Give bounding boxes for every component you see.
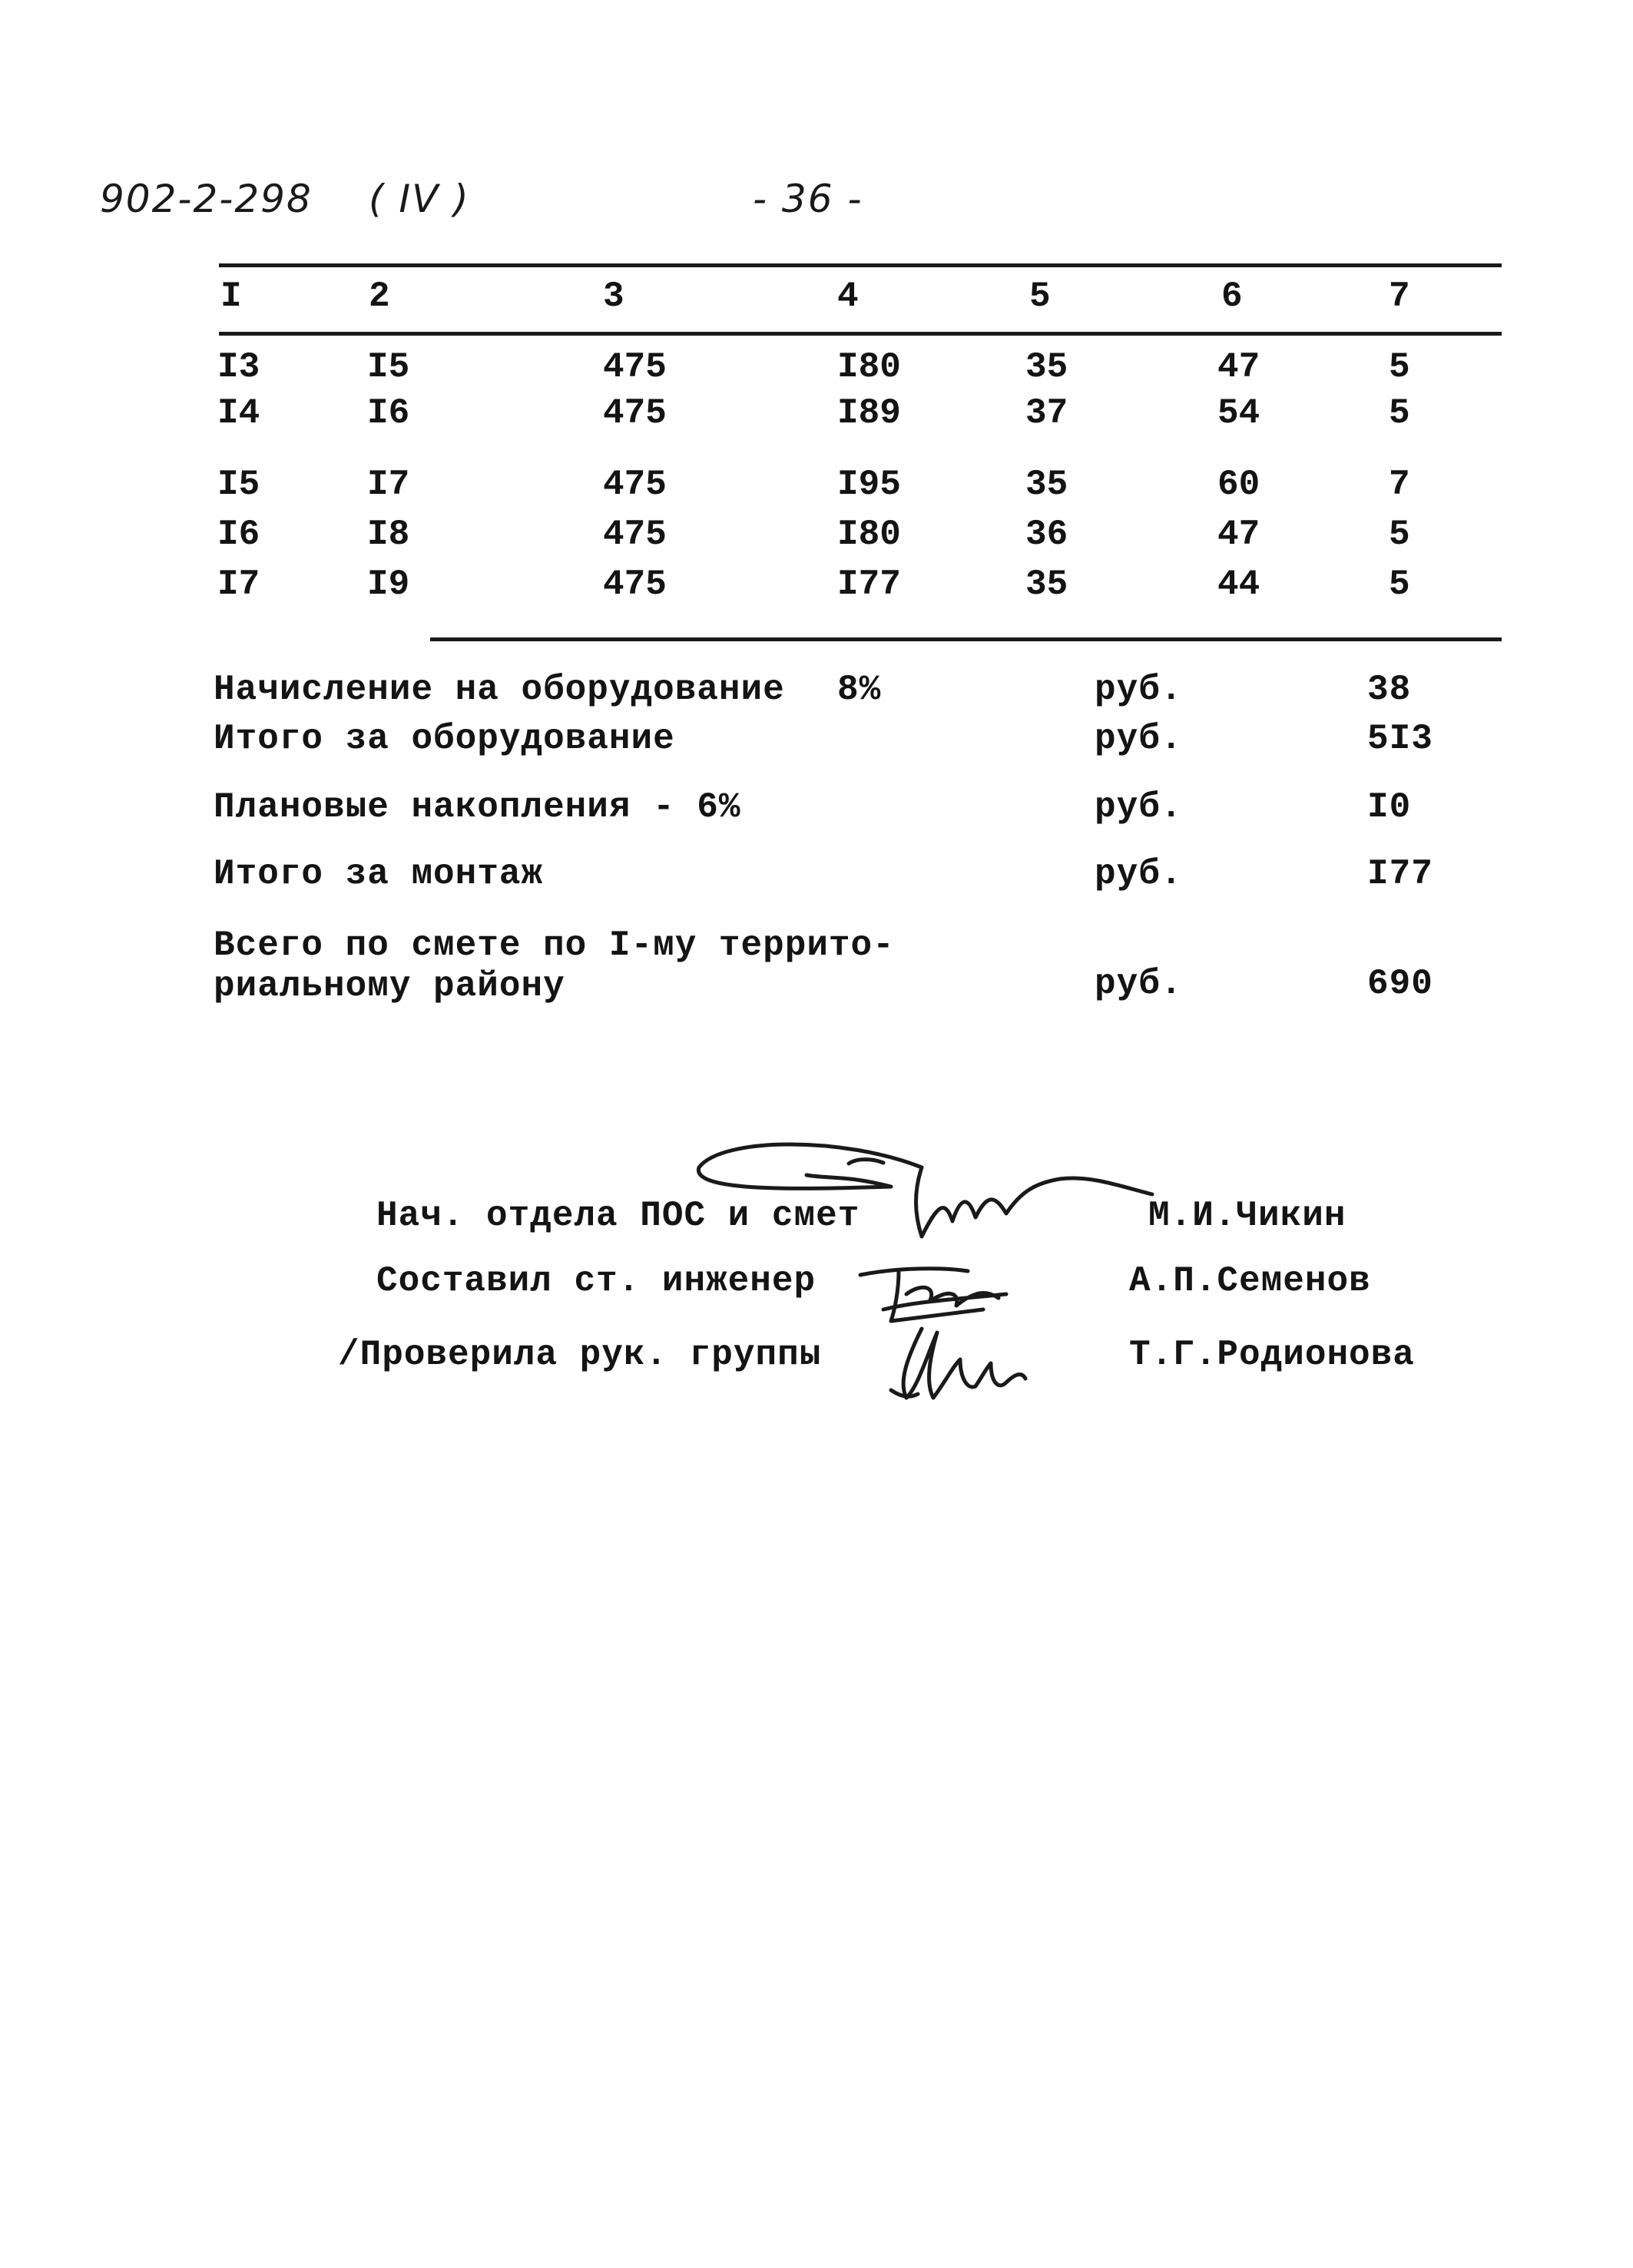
signer-role: Нач. отдела ПОС и смет bbox=[376, 1196, 860, 1236]
column-header: 4 bbox=[837, 276, 859, 316]
table-cell: 5 bbox=[1389, 515, 1410, 555]
table-header-rule bbox=[219, 332, 1502, 336]
column-header: I bbox=[220, 276, 242, 316]
table-cell: 475 bbox=[603, 565, 667, 604]
table-cell: 47 bbox=[1217, 347, 1260, 387]
signer-name: А.П.Семенов bbox=[1129, 1261, 1371, 1301]
table-cell: 5 bbox=[1389, 565, 1410, 604]
table-cell: I95 bbox=[837, 465, 901, 505]
summary-value: 38 bbox=[1367, 670, 1412, 710]
column-header: 2 bbox=[369, 276, 390, 316]
summary-unit: руб. bbox=[1095, 719, 1183, 759]
table-cell: 37 bbox=[1025, 393, 1068, 433]
summary-value: 5I3 bbox=[1367, 719, 1433, 759]
table-cell: 36 bbox=[1025, 515, 1068, 555]
table-cell: I77 bbox=[837, 565, 901, 604]
table-cell: 60 bbox=[1217, 465, 1260, 505]
column-header: 7 bbox=[1389, 276, 1410, 316]
table-cell: I8 bbox=[367, 515, 410, 555]
summary-rate: 8% bbox=[837, 670, 882, 710]
table-cell: I89 bbox=[837, 393, 901, 433]
column-header: 3 bbox=[603, 276, 624, 316]
summary-label: Итого за монтаж bbox=[214, 854, 544, 894]
document-code: 902-2-298 bbox=[100, 177, 313, 221]
table-cell: I5 bbox=[367, 347, 410, 387]
summary-label: риальному району bbox=[214, 966, 565, 1006]
table-cell: I3 bbox=[217, 347, 260, 387]
signer-role: Составил ст. инженер bbox=[376, 1261, 816, 1301]
table-cell: I7 bbox=[367, 465, 410, 505]
signer-name: М.И.Чикин bbox=[1148, 1196, 1346, 1236]
table-cell: 475 bbox=[603, 465, 667, 505]
table-cell: I80 bbox=[837, 347, 901, 387]
table-cell: I5 bbox=[217, 465, 260, 505]
signature-mark-checker bbox=[883, 1313, 1060, 1413]
summary-unit: руб. bbox=[1095, 854, 1183, 894]
summary-label: Всего по смете по I-му террито- bbox=[214, 925, 895, 965]
summary-label: Итого за оборудование bbox=[214, 719, 675, 759]
table-cell: 44 bbox=[1217, 565, 1260, 604]
signature-mark-head bbox=[691, 1121, 1168, 1252]
page-number: - 36 - bbox=[753, 177, 863, 221]
table-cell: I9 bbox=[367, 565, 410, 604]
summary-label: Плановые накопления - 6% bbox=[214, 787, 741, 827]
table-cell: 5 bbox=[1389, 347, 1410, 387]
signer-name: Т.Г.Родионова bbox=[1129, 1335, 1415, 1375]
table-top-rule bbox=[219, 263, 1502, 267]
summary-label: Начисление на оборудование bbox=[214, 670, 785, 710]
signer-role: /Проверила рук. группы bbox=[338, 1335, 822, 1375]
table-cell: 475 bbox=[603, 515, 667, 555]
column-header: 5 bbox=[1029, 276, 1051, 316]
summary-unit: руб. bbox=[1095, 964, 1183, 1004]
column-header: 6 bbox=[1221, 276, 1243, 316]
table-bottom-rule bbox=[430, 637, 1502, 641]
table-cell: 35 bbox=[1025, 347, 1068, 387]
table-cell: I7 bbox=[217, 565, 260, 604]
summary-unit: руб. bbox=[1095, 787, 1183, 827]
table-cell: 475 bbox=[603, 347, 667, 387]
table-cell: 47 bbox=[1217, 515, 1260, 555]
volume-number: ( IV ) bbox=[369, 177, 470, 221]
table-cell: I6 bbox=[367, 393, 410, 433]
summary-value: I0 bbox=[1367, 787, 1412, 827]
summary-value: I77 bbox=[1367, 854, 1433, 894]
table-cell: 475 bbox=[603, 393, 667, 433]
table-cell: I80 bbox=[837, 515, 901, 555]
table-cell: 7 bbox=[1389, 465, 1410, 505]
table-cell: I6 bbox=[217, 515, 260, 555]
table-cell: I4 bbox=[217, 393, 260, 433]
table-cell: 35 bbox=[1025, 465, 1068, 505]
summary-value: 690 bbox=[1367, 964, 1433, 1004]
summary-unit: руб. bbox=[1095, 670, 1183, 710]
table-cell: 35 bbox=[1025, 565, 1068, 604]
table-cell: 5 bbox=[1389, 393, 1410, 433]
table-cell: 54 bbox=[1217, 393, 1260, 433]
